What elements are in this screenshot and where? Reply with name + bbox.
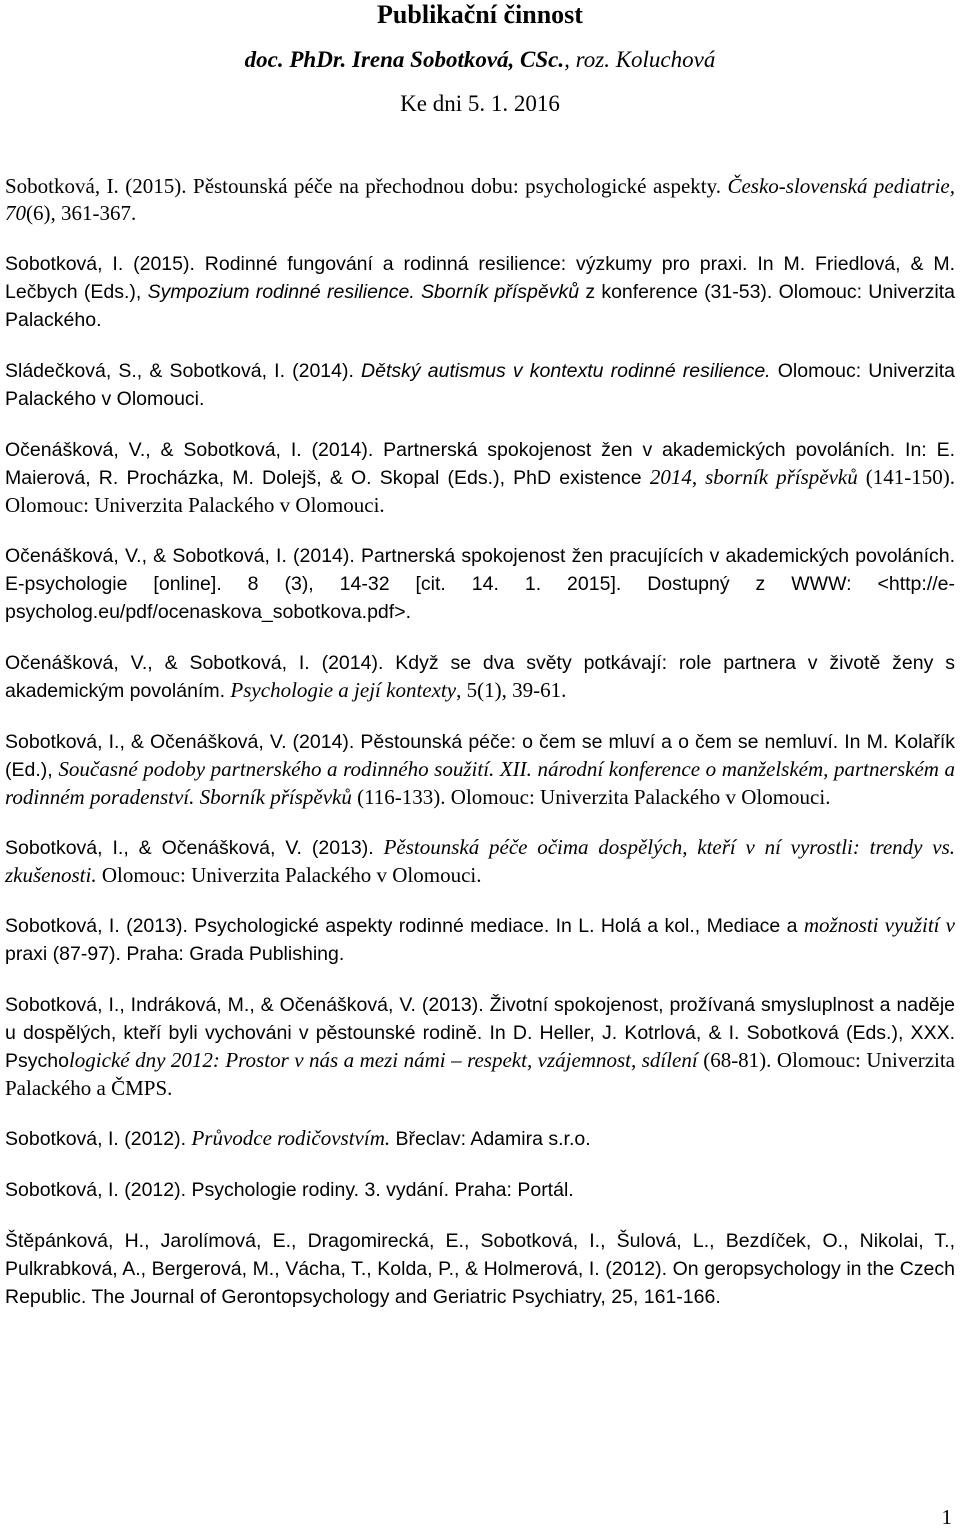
reference-item: Sobotková, I., & Očenášková, V. (2013). Pěstounská péče očima dospělých, kteří v ní vyrostli: trendy vs. zkušenosti. Olomouc: Univerzita Palackého v Olomouci. [5, 835, 955, 887]
author-name: doc. PhDr. Irena Sobotková, CSc. [244, 47, 565, 72]
page-number: 1 [941, 1505, 952, 1529]
date-line: Ke dni 5. 1. 2016 [400, 91, 560, 116]
reference-item: Sobotková, I. (2012). Průvodce rodičovstvím. Břeclav: Adamira s.r.o. [5, 1126, 591, 1150]
reference-item: Sládečková, S., & Sobotková, I. (2014). Dětský autismus v kontextu rodinné resilience. Olomouc: Univerzita Palackého v Olomouci. [5, 360, 955, 410]
reference-item: Sobotková, I. (2013). Psychologické aspekty rodinné mediace. In L. Holá a kol., Mediace a možnosti využití v praxi (87-97). Praha: Grada Publishing. [5, 913, 955, 965]
document-title: Publikační činnost [377, 0, 583, 29]
reference-item: Štěpánková, H., Jarolímová, E., Dragomirecká, E., Sobotková, I., Šulová, L., Bezdíček, O., Nikolai, T., Pulkrabková, A., Bergerová, M., Vácha, T., Kolda, P., & Holmerová, I. (2012). On geropsychology in the Czech Republic. The Journal of Gerontopsychology and Geriatric Psychiatry, 25, 161-166. [5, 1230, 955, 1308]
reference-item: Očenášková, V., & Sobotková, I. (2014). Když se dva světy potkávají: role partnera v životě ženy s akademickým povoláním. Psychologie a její kontexty, 5(1), 39-61. [5, 652, 955, 702]
reference-item: Sobotková, I. (2012). Psychologie rodiny. 3. vydání. Praha: Portál. [5, 1179, 574, 1201]
reference-item: Očenášková, V., & Sobotková, I. (2014). Partnerská spokojenost žen v akademických povoláních. In: E. Maierová, R. Procházka, M. Dolejš, & O. Skopal (Eds.), PhD existence 2014, sborník příspěvků (141-150). Olomouc: Univerzita Palackého v Olomouci. [5, 439, 955, 517]
author-maiden-name: , roz. Koluchová [564, 47, 716, 72]
reference-item: Očenášková, V., & Sobotková, I. (2014). Partnerská spokojenost žen pracujících v akademických povoláních. E-psychologie [online]. 8 (3), 14-32 [cit. 14. 1. 2015]. Dostupný z WWW: <http://e-psycholog.eu/pdf/ocenaskova_sobotkova.pdf>. [5, 545, 955, 623]
reference-item: Sobotková, I. (2015). Rodinné fungování a rodinná resilience: výzkumy pro praxi. In M. Friedlová, & M. Lečbych (Eds.), Sympozium rodinné resilience. Sborník příspěvků z konference (31-53). Olomouc: Univerzita Palackého. [5, 253, 955, 331]
reference-item: Sobotková, I., & Očenášková, V. (2014). Pěstounská péče: o čem se mluví a o čem se nemluví. In M. Kolařík (Ed.), Současné podoby partnerského a rodinného soužití. XII. národní konference o manželském, partnerském a rodinném poradenství. Sborník příspěvků (116-133). Olomouc: Univerzita Palackého v Olomouci. [5, 731, 956, 809]
reference-item: Sobotková, I. (2015). Pěstounská péče na přechodnou dobu: psychologické aspekty. Česko-slovenská pediatrie, 70(6), 361-367. [5, 174, 955, 225]
reference-list [5, 173, 955, 1334]
author-line [0, 46, 960, 74]
reference-item: Sobotková, I., Indráková, M., & Očenášková, V. (2013). Životní spokojenost, prožívaná smysluplnost a naděje u dospělých, kteří byli vychováni v pěstounské rodině. In D. Heller, J. Kotrlová, & I. Sobotková (Eds.), XXX. Psychologické dny 2012: Prostor v nás a mezi námi – respekt, vzájemnost, sdílení (68-81). Olomouc: Univerzita Palackého a ČMPS. [5, 994, 956, 1100]
